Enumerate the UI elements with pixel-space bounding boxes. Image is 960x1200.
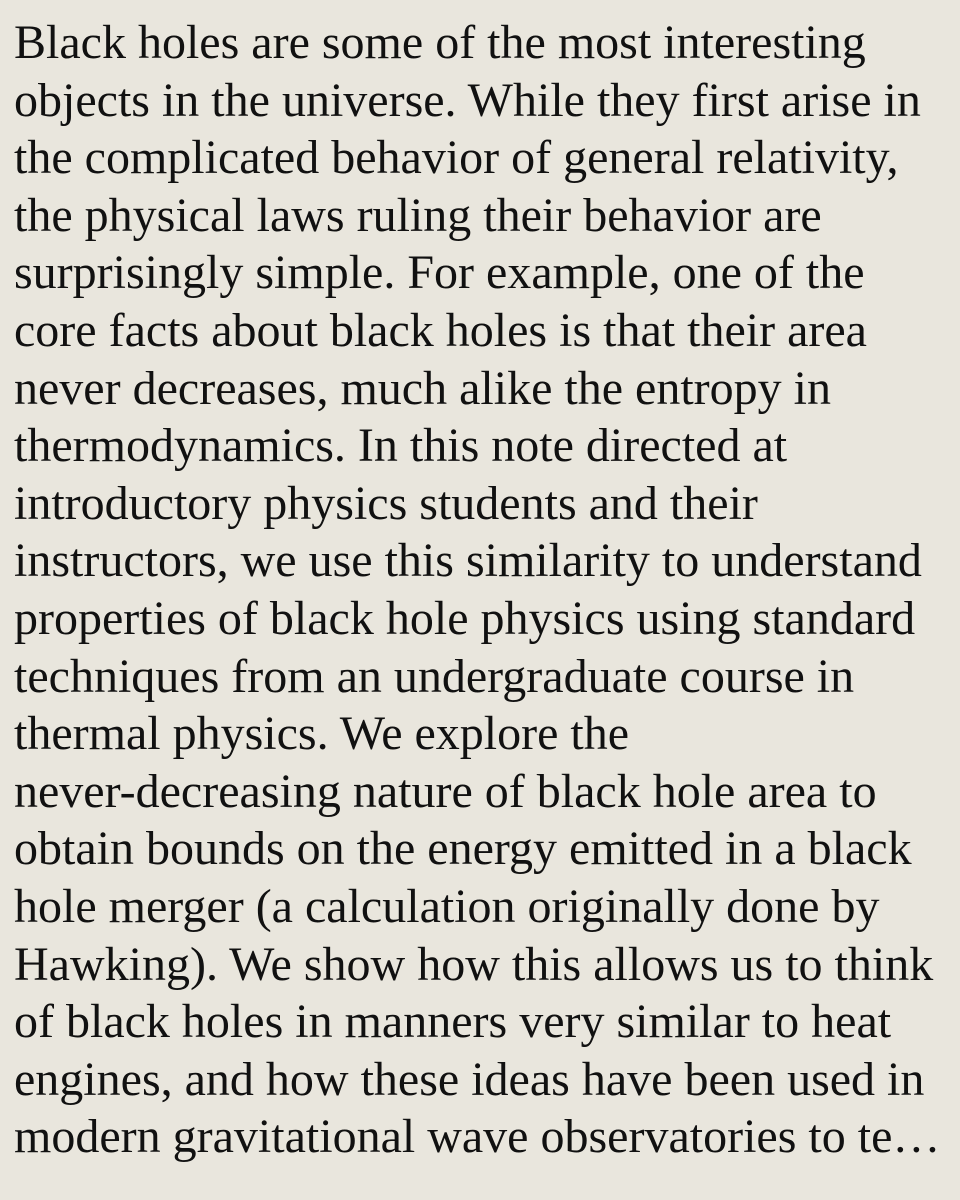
text-line: engines, and how these ideas have been used in <box>14 1052 925 1106</box>
text-line: of black holes in manners very similar to heat <box>14 995 892 1049</box>
text-line: properties of black hole physics using standard <box>14 591 916 645</box>
text-line: hole merger (a calculation originally done by <box>14 879 880 933</box>
text-line: introductory physics students and their <box>14 476 758 530</box>
text-line: core facts about black holes is that their area <box>14 303 867 357</box>
text-line: techniques from an undergraduate course in <box>14 649 855 703</box>
text-line: objects in the universe. While they first arise in <box>14 73 921 127</box>
text-line: thermodynamics. In this note directed at <box>14 419 788 473</box>
text-line: never decreases, much alike the entropy in <box>14 361 831 415</box>
text-line: Hawking). We show how this allows us to think <box>14 937 934 991</box>
text-line: thermal physics. We explore the <box>14 707 630 761</box>
text-line-truncated: modern gravitational wave observatories to te… <box>14 1110 941 1164</box>
text-line: obtain bounds on the energy emitted in a black <box>14 822 912 876</box>
text-line: the physical laws ruling their behavior are <box>14 188 822 242</box>
text-line: instructors, we use this similarity to understand <box>14 534 922 588</box>
text-line: Black holes are some of the most interesting <box>14 16 866 69</box>
text-line: surprisingly simple. For example, one of the <box>14 246 865 300</box>
text-line: the complicated behavior of general relativity, <box>14 131 899 185</box>
text-line: never-decreasing nature of black hole area to <box>14 764 877 818</box>
